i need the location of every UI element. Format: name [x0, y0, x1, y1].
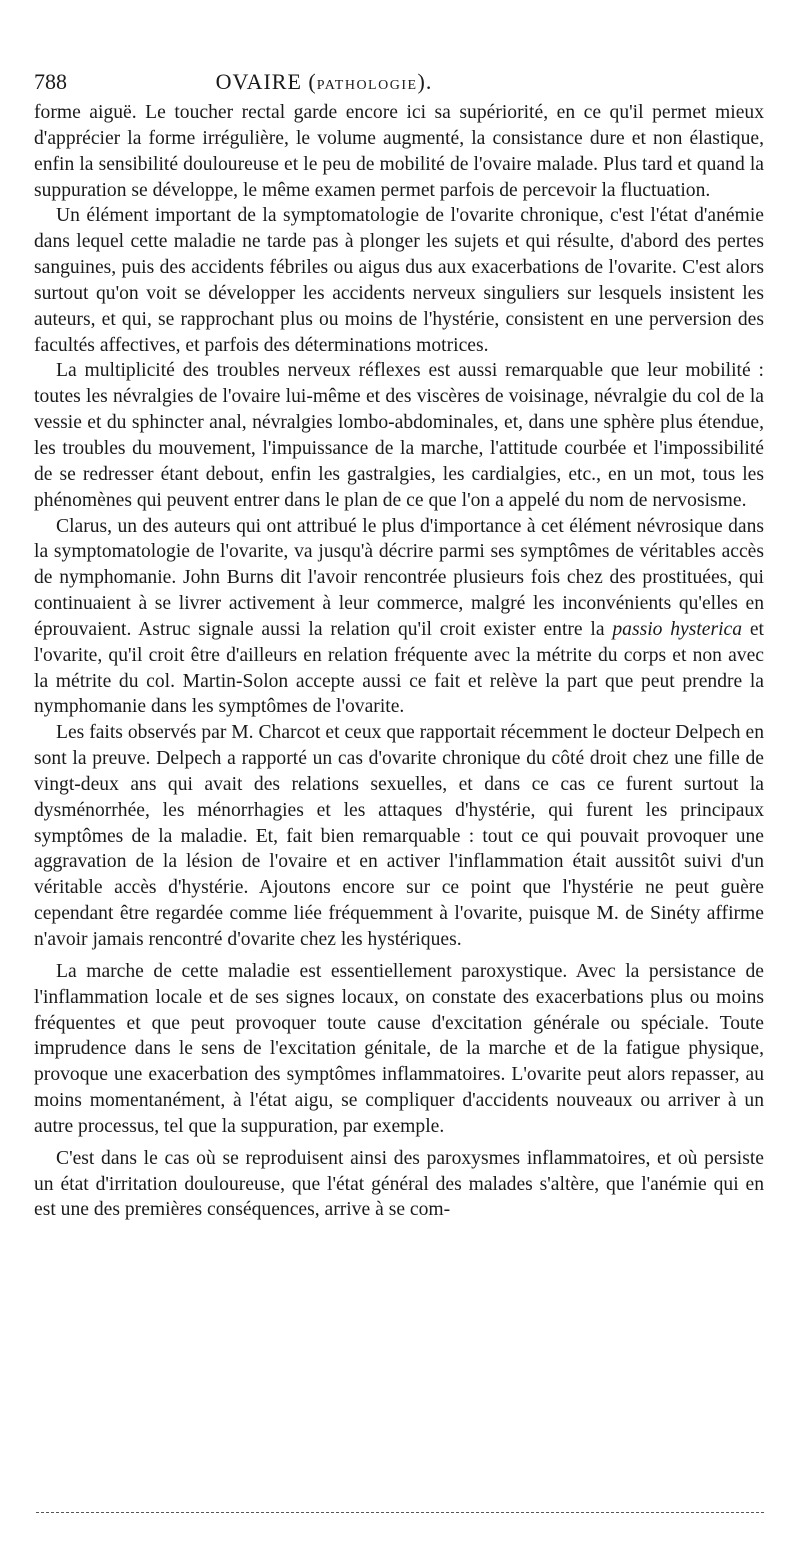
paragraph-1: forme aiguë. Le toucher rectal garde encore ici sa supériorité, en ce qu'il permet mieux d'apprécier la forme irrégulière, le volume augmenté, la consistance dure et non élastique, enfin la sensibilité douloureuse et le peu de mobilité de l'ovaire malade. Plus tard et quand la suppuration se développe, le même examen permet parfois de percevoir la fluctuation.	[34, 102, 764, 201]
running-title-close: ).	[417, 69, 433, 94]
running-title-main: OVAIRE	[215, 69, 302, 94]
paragraph-4-emphasis: passio hysterica	[612, 618, 743, 640]
running-title	[34, 66, 614, 102]
page-number: 788	[34, 69, 67, 94]
paragraph-3: La multiplicité des troubles nerveux réflexes est aussi remarquable que leur mobilité : toutes les névralgies de l'ovaire lui-même et des viscères de voisinage, névralgie du col de la vessie et du sphincter anal, névralgies lombo-abdominales, et, dans une sphère plus étendue, les troubles du mouvement, l'impuissance de la marche, l'attitude courbée et l'impossibilité de se redresser étant debout, enfin les gastralgies, les cardialgies, etc., en un mot, tous les phénomènes qui peuvent entrer dans le plan de ce que l'on a appelé du nom de nervosisme.	[34, 360, 764, 511]
footer-rule	[36, 1512, 764, 1513]
paragraph-2: Un élément important de la symptomatologie de l'ovarite chronique, c'est l'état d'anémie dans lequel cette maladie ne tarde pas à plonger les sujets et qui résulte, d'abord des pertes sanguines, puis des accidents fébriles ou aigus dus aux exacerbations de l'ovarite. C'est alors surtout qu'on voit se développer les accidents nerveux singuliers sur lesquels insistent les auteurs, et qui, se rapprochant plus ou moins de l'hystérie, consistent en une perversion des facultés affectives, et parfois des déterminations motrices.	[34, 205, 764, 356]
running-title-open: (	[301, 69, 317, 94]
paragraph-4-part-1: Clarus, un des auteurs qui ont attribué le plus d'importance à cet élément névrosique dans la symptomatologie de l'ovarite, va jusqu'à décrire parmi ses symptômes de véritables accès de nymphomanie. John Burns dit l'avoir rencontrée plusieurs fois chez des prostituées, qui continuaient à se livrer activement à leur commerce, malgré les inconvénients qu'elles en éprouvaient. Astruc signale aussi la relation qu'il croit exister entre la	[34, 515, 764, 640]
body-text	[34, 100, 764, 1223]
running-head	[34, 66, 764, 98]
paragraph-4	[34, 514, 764, 721]
paragraph-4-part-2: et l'ovarite, qu'il croit être d'ailleurs en relation fréquente avec la métrite du corps et non avec la métrite du col. Martin-Solon accepte aussi ce fait et relève la part que peut prendre la nymphomanie dans les symptômes de l'ovarite.	[34, 618, 764, 718]
paragraph-7: C'est dans le cas où se reproduisent ainsi des paroxysmes inflammatoires, et où persiste un état d'irritation douloureuse, que l'état général des malades s'altère, que l'anémie qui en est une des premières conséquences, arrive à se com-	[34, 1147, 764, 1221]
running-title-sub: PATHOLOGIE	[316, 78, 418, 93]
paragraph-6: La marche de cette maladie est essentiellement paroxystique. Avec la persistance de l'inflammation locale et de ses signes locaux, on constate des exacerbations plus ou moins fréquentes et que peut provoquer toute cause d'excitation générale ou spéciale. Toute imprudence dans le sens de l'excitation génitale, de la marche et de la fatigue physique, provoque une exacerbation des symptômes inflammatoires. L'ovarite peut alors repasser, au moins momentanément, à l'état aigu, se compliquer d'accidents nouveaux ou arriver à un autre processus, tel que la suppuration, par exemple.	[34, 960, 764, 1137]
paragraph-5: Les faits observés par M. Charcot et ceux que rapportait récemment le docteur Delpech en sont la preuve. Delpech a rapporté un cas d'ovarite chronique du côté droit chez une fille de vingt-deux ans qui avait des relations sexuelles, et dans ce cas ce furent surtout la dysménorrhée, les ménorrhagies et les attaques d'hystérie, qui furent les principaux symptômes de la maladie. Et, fait bien remarquable : tout ce qui pouvait provoquer une aggravation de la lésion de l'ovaire et en activer l'inflammation était aussitôt suivi d'un véritable accès d'hystérie. Ajoutons encore sur ce point que l'hystérie ne peut guère cependant être regardée comme liée fréquemment à l'ovarite, puisque M. de Sinéty affirme n'avoir jamais rencontré d'ovarite chez les hystériques.	[34, 722, 764, 950]
